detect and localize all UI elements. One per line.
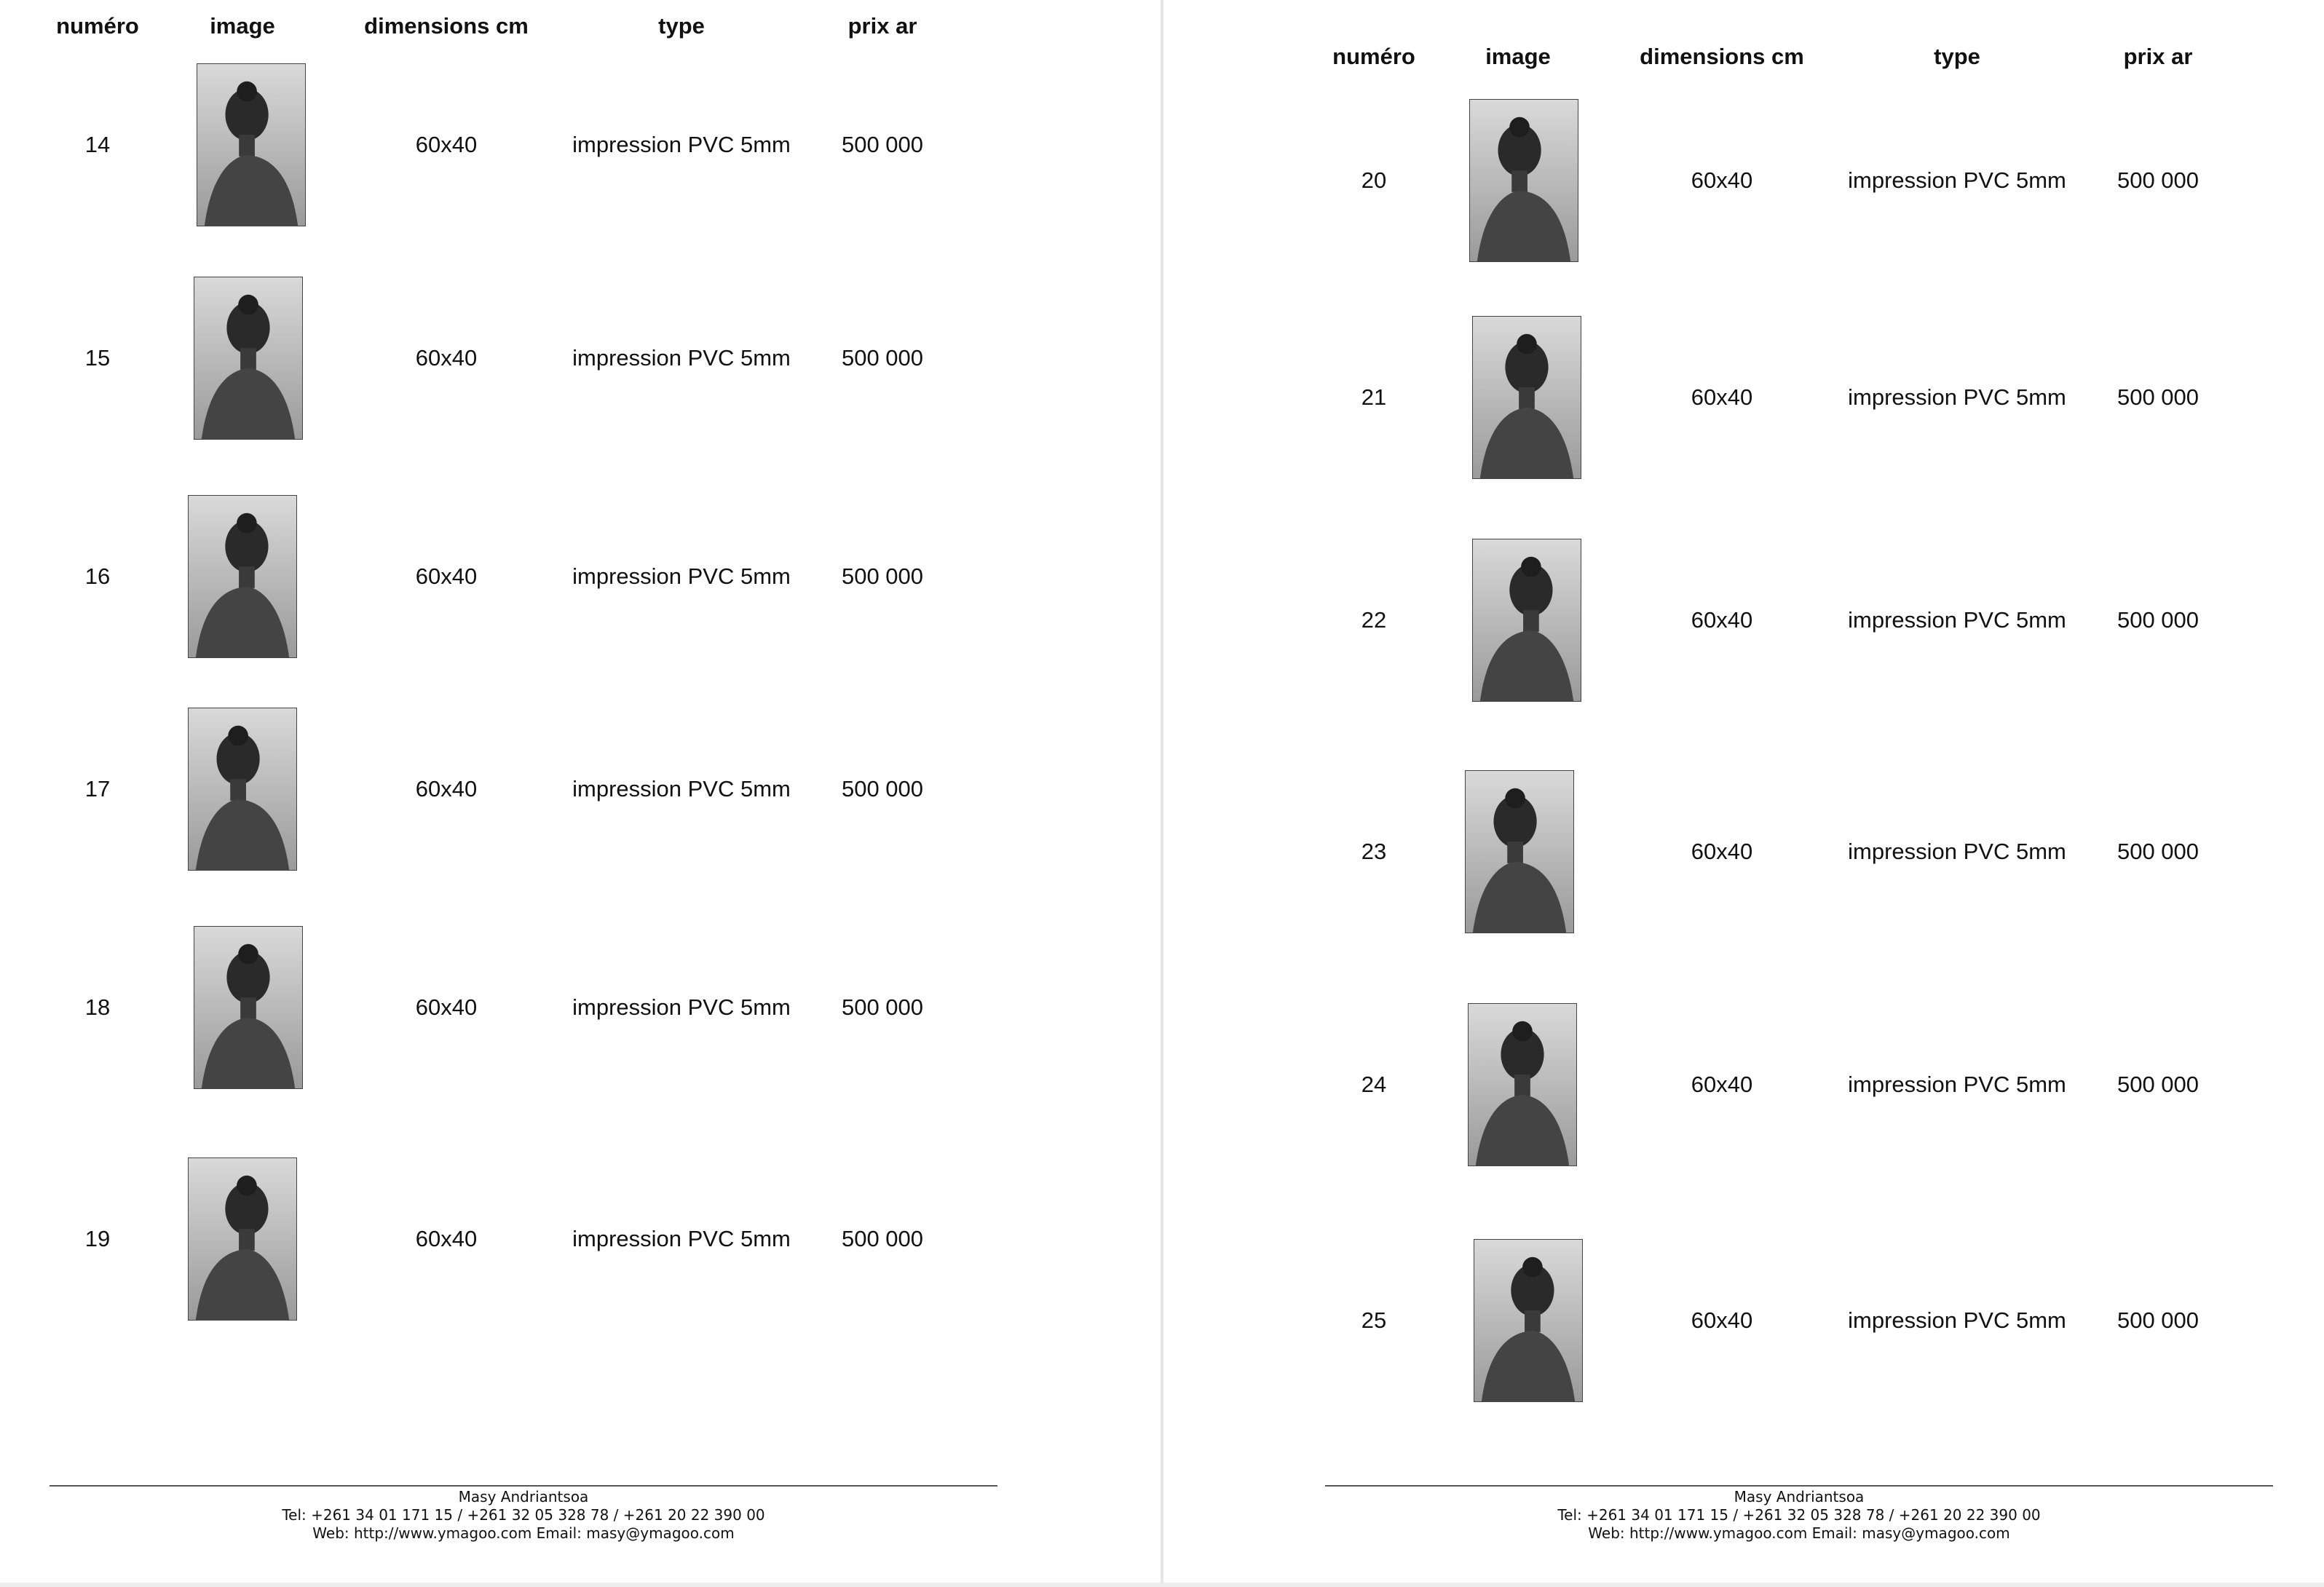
row-prix: 500 000 bbox=[841, 994, 924, 1020]
row-type: impression PVC 5mm bbox=[572, 132, 791, 157]
row-numero: 21 bbox=[1361, 384, 1387, 410]
row-prix: 500 000 bbox=[841, 563, 924, 589]
row-numero: 23 bbox=[1361, 839, 1387, 864]
row-dimensions: 60x40 bbox=[1691, 167, 1753, 193]
row-photo-portrait-profile-long-braids bbox=[194, 926, 303, 1089]
row-type: impression PVC 5mm bbox=[1848, 1072, 2066, 1097]
row-prix: 500 000 bbox=[841, 132, 924, 157]
row-photo-portrait-back-bead-strands bbox=[1468, 1003, 1577, 1166]
row-numero: 19 bbox=[84, 1226, 111, 1251]
row-photo-portrait-back-parted bbox=[1472, 539, 1581, 702]
row-dimensions: 60x40 bbox=[1691, 384, 1753, 410]
row-photo-portrait-back-bun bbox=[1469, 99, 1578, 262]
footer-web: Web: http://www.ymagoo.com Email: masy@ymagoo.com bbox=[1588, 1524, 2010, 1542]
footer bbox=[50, 1488, 997, 1543]
header-numero: numéro bbox=[56, 13, 139, 39]
header-type: type bbox=[1934, 44, 1980, 69]
row-type: impression PVC 5mm bbox=[1848, 167, 2066, 193]
row-photo-portrait-profile-bun bbox=[1474, 1239, 1583, 1402]
row-photo-portrait-side-twists bbox=[1465, 770, 1574, 933]
row-type: impression PVC 5mm bbox=[572, 1226, 791, 1251]
row-numero: 25 bbox=[1361, 1307, 1387, 1333]
row-prix: 500 000 bbox=[2116, 384, 2200, 410]
header-dimensions: dimensions cm bbox=[364, 13, 529, 39]
row-prix: 500 000 bbox=[841, 776, 924, 802]
footer-tel: Tel: +261 34 01 171 15 / +261 32 05 328 78 / +261 20 22 390 00 bbox=[282, 1506, 765, 1524]
row-dimensions: 60x40 bbox=[415, 563, 478, 589]
row-dimensions: 60x40 bbox=[415, 994, 478, 1020]
row-dimensions: 60x40 bbox=[1691, 607, 1753, 633]
row-prix: 500 000 bbox=[2116, 607, 2200, 633]
footer-name: Masy Andriantsoa bbox=[458, 1488, 589, 1505]
row-type: impression PVC 5mm bbox=[1848, 384, 2066, 410]
row-photo-portrait-side-knots-beads bbox=[188, 1157, 297, 1321]
row-numero: 22 bbox=[1361, 607, 1387, 633]
page-right bbox=[1163, 0, 2324, 1587]
row-prix: 500 000 bbox=[841, 1226, 924, 1251]
header-image: image bbox=[1485, 44, 1551, 69]
footer bbox=[1325, 1488, 2273, 1543]
row-prix: 500 000 bbox=[2116, 1307, 2200, 1333]
header-numero: numéro bbox=[1332, 44, 1415, 69]
page-left bbox=[0, 0, 1161, 1587]
row-numero: 20 bbox=[1361, 167, 1387, 193]
row-dimensions: 60x40 bbox=[1691, 1307, 1753, 1333]
row-type: impression PVC 5mm bbox=[1848, 1307, 2066, 1333]
footer-web: Web: http://www.ymagoo.com Email: masy@ymagoo.com bbox=[312, 1524, 735, 1542]
row-type: impression PVC 5mm bbox=[1848, 839, 2066, 864]
row-photo-portrait-back-beads bbox=[1472, 316, 1581, 479]
row-numero: 15 bbox=[84, 345, 111, 371]
footer-rule bbox=[50, 1485, 997, 1487]
row-numero: 17 bbox=[84, 776, 111, 802]
header-dimensions: dimensions cm bbox=[1640, 44, 1804, 69]
row-numero: 18 bbox=[84, 994, 111, 1020]
row-dimensions: 60x40 bbox=[415, 345, 478, 371]
row-dimensions: 60x40 bbox=[415, 132, 478, 157]
row-photo-portrait-side-dreads bbox=[194, 277, 303, 440]
row-numero: 14 bbox=[84, 132, 111, 157]
header-prix: prix ar bbox=[2123, 44, 2193, 69]
row-prix: 500 000 bbox=[2116, 1072, 2200, 1097]
header-image: image bbox=[210, 13, 275, 39]
row-type: impression PVC 5mm bbox=[572, 345, 791, 371]
row-photo-portrait-front-beads bbox=[188, 708, 297, 871]
row-type: impression PVC 5mm bbox=[572, 776, 791, 802]
row-type: impression PVC 5mm bbox=[1848, 607, 2066, 633]
row-prix: 500 000 bbox=[841, 345, 924, 371]
row-dimensions: 60x40 bbox=[415, 1226, 478, 1251]
row-photo-portrait-profile-knots bbox=[188, 495, 297, 658]
spread-bottom-edge bbox=[0, 1583, 2324, 1587]
row-prix: 500 000 bbox=[2116, 167, 2200, 193]
row-numero: 16 bbox=[84, 563, 111, 589]
row-dimensions: 60x40 bbox=[1691, 1072, 1753, 1097]
row-photo-portrait-back-braids bbox=[197, 63, 306, 226]
row-type: impression PVC 5mm bbox=[572, 563, 791, 589]
footer-name: Masy Andriantsoa bbox=[1734, 1488, 1865, 1505]
row-dimensions: 60x40 bbox=[1691, 839, 1753, 864]
header-prix: prix ar bbox=[847, 13, 917, 39]
row-prix: 500 000 bbox=[2116, 839, 2200, 864]
row-type: impression PVC 5mm bbox=[572, 994, 791, 1020]
footer-rule bbox=[1325, 1485, 2273, 1487]
footer-tel: Tel: +261 34 01 171 15 / +261 32 05 328 78 / +261 20 22 390 00 bbox=[1557, 1506, 2041, 1524]
row-numero: 24 bbox=[1361, 1072, 1387, 1097]
header-type: type bbox=[658, 13, 705, 39]
row-dimensions: 60x40 bbox=[415, 776, 478, 802]
